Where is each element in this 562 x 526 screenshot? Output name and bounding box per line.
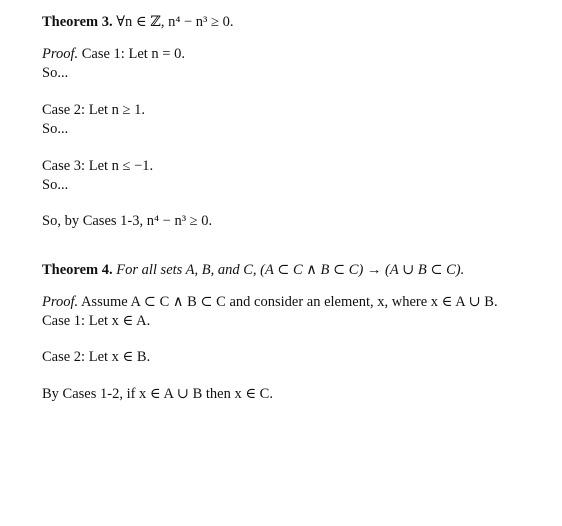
theorem-4-heading	[42, 261, 464, 279]
theorem-4-case-1: Case 1: Let x ∈ A.	[42, 313, 151, 329]
case-3-so: So...	[42, 177, 69, 193]
theorem-4-conclusion: By Cases 1-2, if x ∈ A ∪ B then x ∈ C.	[42, 386, 273, 402]
theorem-3-heading	[42, 13, 233, 31]
proof-label: Proof.	[42, 46, 79, 62]
theorem-3-proof-case-1	[42, 45, 185, 63]
theorem-4-case-2: Case 2: Let x ∈ B.	[42, 349, 151, 365]
theorem-3-conclusion: So, by Cases 1-3, n⁴ − n³ ≥ 0.	[42, 213, 213, 229]
theorem-3-statement: ∀n ∈ ℤ, n⁴ − n³ ≥ 0.	[116, 14, 234, 30]
case-2-so: So...	[42, 121, 69, 137]
theorem-4-proof-intro	[42, 293, 498, 311]
proof-label: Proof.	[42, 294, 79, 310]
case-1-text: Case 1: Let n = 0.	[81, 46, 185, 62]
theorem-4-label: Theorem 4.	[42, 262, 113, 278]
theorem-3-label: Theorem 3.	[42, 14, 113, 30]
case-2-text: Case 2: Let n ≥ 1.	[42, 102, 145, 118]
theorem-4-statement: For all sets A, B, and C, (A ⊂ C ∧ B ⊂ C) → (A ∪ B ⊂ C).	[116, 262, 465, 278]
case-3-text: Case 3: Let n ≤ −1.	[42, 158, 154, 174]
proof-intro-text: Assume A ⊂ C ∧ B ⊂ C and consider an element, x, where x ∈ A ∪ B.	[80, 294, 498, 310]
case-1-so: So...	[42, 65, 69, 81]
